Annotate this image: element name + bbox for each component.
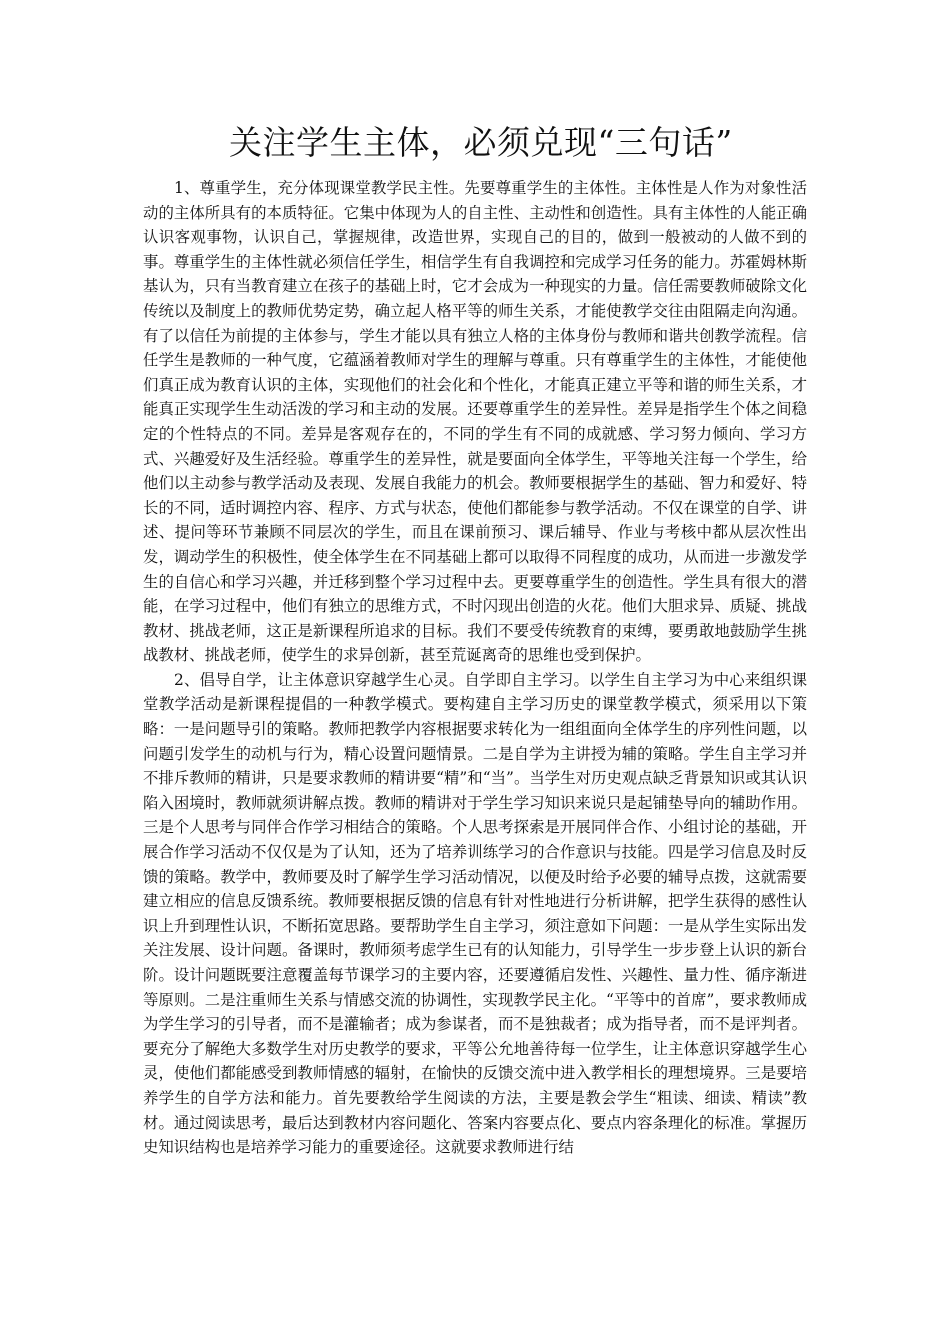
document-title: 关注学生主体，必须兑现“三句话”	[229, 123, 733, 162]
paragraph-respect-students: 1、尊重学生，充分体现课堂教学民主性。先要尊重学生的主体性。主体性是人作为对象性活动的主体所具有的本质特征。它集中体现为人的自主性、主动性和创造性。具有主体性的人能正确认识客观事物，认识自己，掌握规律，改造世界，实现自己的目的，做到一般被动的人做不到的事。尊重学生的主体性就必须信任学生，相信学生有自我调控和完成学习任务的能力。苏霍姆林斯基认为，只有当教育建立在孩子的基础上时，它才会成为一种现实的力量。信任需要教师破除文化传统以及制度上的教师优势定势，确立起人格平等的师生关系，才能使教学交往由阻隔走向沟通。有了以信任为前提的主体参与，学生才能以具有独立人格的主体身份与教师和谐共创教学流程。信任学生是教师的一种气度，它蕴涵着教师对学生的理解与尊重。只有尊重学生的主体性，才能使他们真正成为教育认识的主体，实现他们的社会化和个性化，才能真正建立平等和谐的师生关系，才能真正实现学生生动活泼的学习和主动的发展。还要尊重学生的差异性。差异是指学生个体之间稳定的个性特点的不同。差异是客观存在的，不同的学生有不同的成就感、学习努力倾向、学习方式、兴趣爱好及生活经验。尊重学生的差异性，就是要面向全体学生，平等地关注每一个学生，给他们以主动参与教学活动及表现、发展自我能力的机会。教师要根据学生的基础、智力和爱好、特长的不同，适时调控内容、程序、方式与状态，使他们都能参与教学活动。不仅在课堂的自学、讲述、提问等环节兼顾不同层次的学生，而且在课前预习、课后辅导、作业与考核中都从层次性出发，调动学生的积极性，使全体学生在不同基础上都可以取得不同程度的成功，从而进一步激发学生的自信心和学习兴趣，并迁移到整个学习过程中去。更要尊重学生的创造性。学生具有很大的潜能，在学习过程中，他们有独立的思维方式，不时闪现出创造的火花。他们大胆求异、质疑、挑战教材、挑战老师，这正是新课程所追求的目标。我们不要受传统教育的束缚，要勇敢地鼓励学生挑战教材、挑战老师，使学生的求异创新，甚至荒诞离奇的思维也受到保护。	[143, 179, 807, 665]
document-page	[143, 120, 807, 1160]
paragraph-self-study: 2、倡导自学，让主体意识穿越学生心灵。自学即自主学习。以学生自主学习为中心来组织课堂教学活动是新课程提倡的一种教学模式。要构建自主学习历史的课堂教学模式，须采用以下策略：一是问题导引的策略。教师把教学内容根据要求转化为一组组面向全体学生的序列性问题，以问题引发学生的动机与行为，精心设置问题情景。二是自学为主讲授为辅的策略。学生自主学习并不排斥教师的精讲，只是要求教师的精讲要“精”和“当”。当学生对历史观点缺乏背景知识或其认识陷入困境时，教师就须讲解点拨。教师的精讲对于学生学习知识来说只是起铺垫导向的辅助作用。三是个人思考与同伴合作学习相结合的策略。个人思考探索是开展同伴合作、小组讨论的基础，开展合作学习活动不仅仅是为了认知，还为了培养训练学习的合作意识与技能。四是学习信息及时反馈的策略。教学中，教师要及时了解学生学习活动情况，以便及时给予必要的辅导点拨，这就需要建立相应的信息反馈系统。教师要根据反馈的信息有针对性地进行分析讲解，把学生获得的感性认识上升到理性认识，不断拓宽思路。要帮助学生自主学习，须注意如下问题：一是从学生实际出发关注发展、设计问题。备课时，教师须考虑学生已有的认知能力，引导学生一步步登上认识的新台阶。设计问题既要注意覆盖每节课学习的主要内容，还要遵循启发性、兴趣性、量力性、循序渐进等原则。二是注重师生关系与情感交流的协调性，实现教学民主化。“平等中的首席”，要求教师成为学生学习的引导者，而不是灌输者；成为参谋者，而不是独裁者；成为指导者，而不是评判者。要充分了解绝大多数学生对历史教学的要求，平等公允地善待每一位学生，让主体意识穿越学生心灵，使他们都能感受到教师情感的辐射，在愉快的反馈交流中进入教学相长的理想境界。三是要培养学生的自学方法和能力。首先要教给学生阅读的方法，主要是教会学生“粗读、细读、精读”教材。通过阅读思考，最后达到教材内容问题化、答案内容要点化、要点内容条理化的标准。掌握历史知识结构也是培养学习能力的重要途径。这就要求教师进行结	[143, 670, 807, 1157]
